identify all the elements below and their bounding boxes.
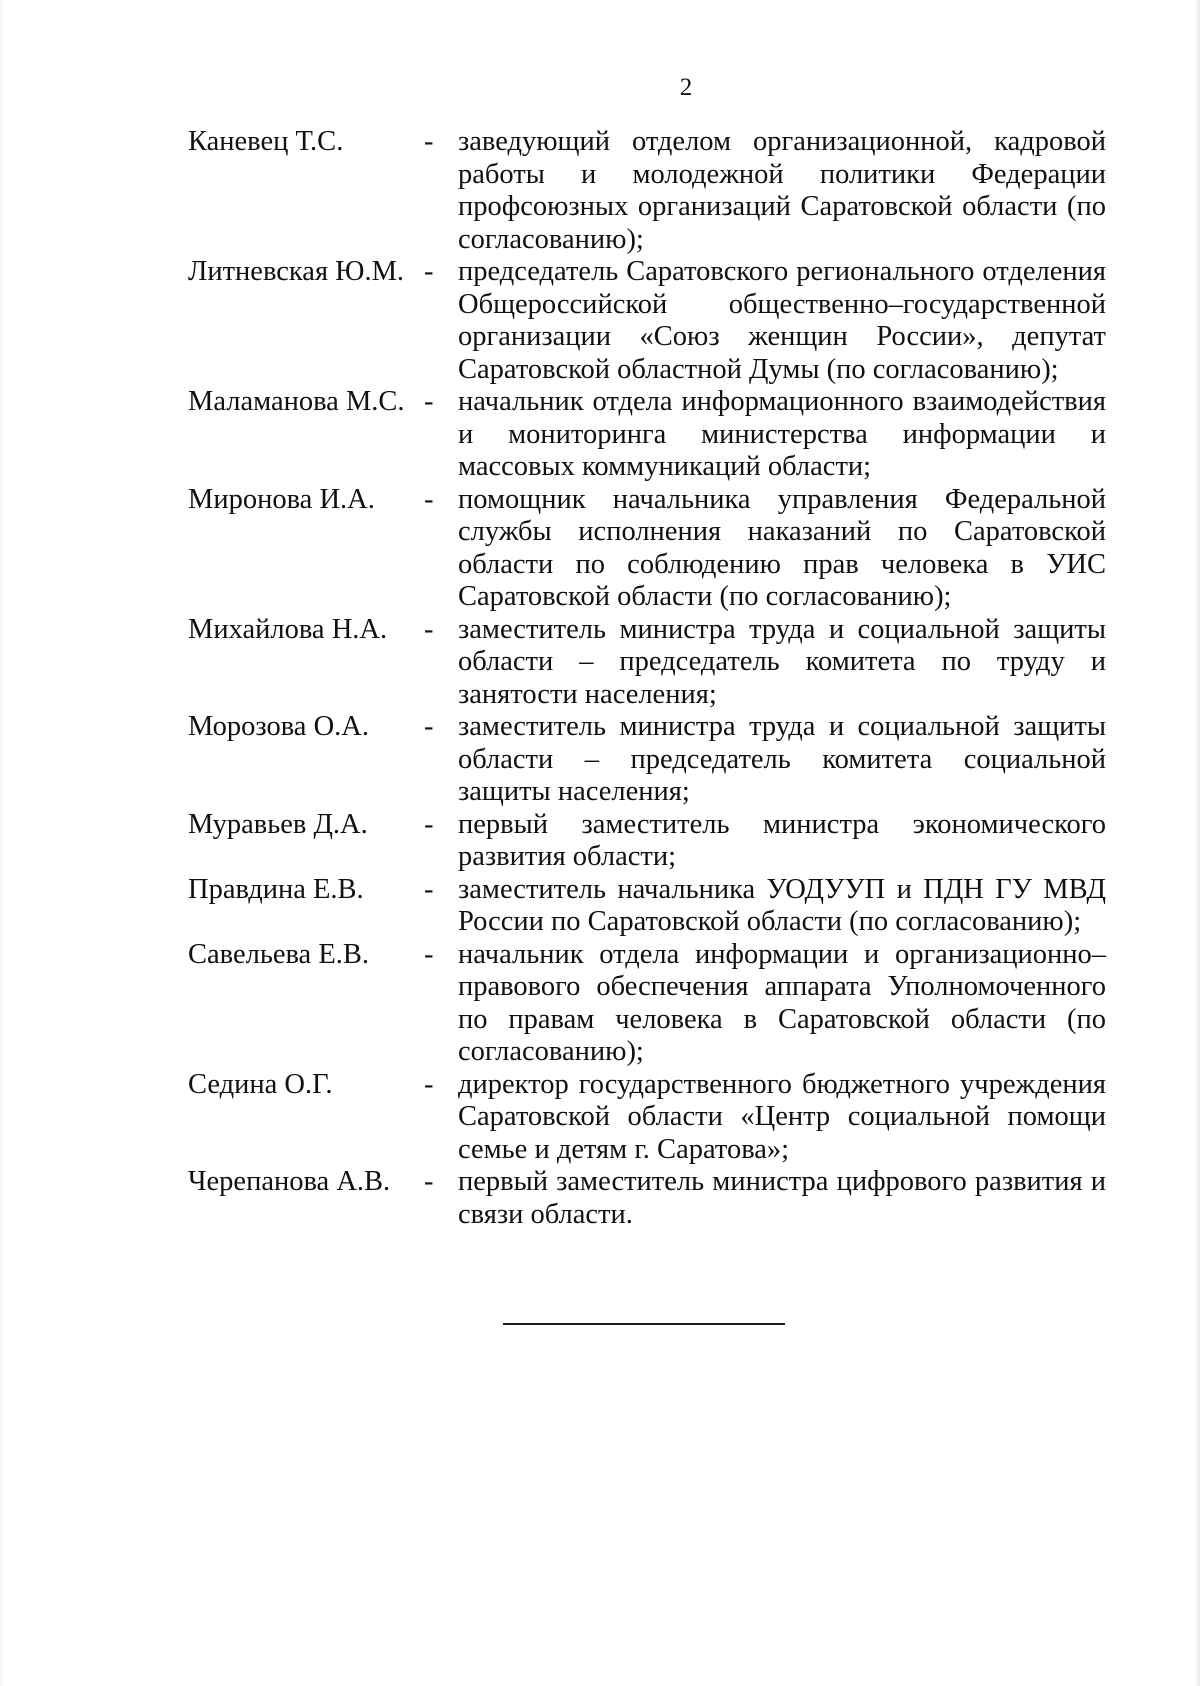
member-dash: -: [424, 808, 434, 840]
member-dash: -: [424, 1166, 434, 1197]
member-dash: -: [424, 386, 434, 417]
member-name: Каневец Т.С.: [188, 126, 344, 157]
member-row: [188, 386, 1106, 484]
member-description: заведующий отделом организационной, кадровой работы и молодежной политики Федерации профсоюзных организаций Саратовской области (по согласованию);: [458, 126, 1106, 255]
member-row: [188, 1069, 1106, 1167]
member-row: [188, 1166, 1106, 1231]
member-dash: -: [424, 938, 434, 970]
members-list: [188, 126, 1106, 1231]
member-description: заместитель начальника УОДУУП и ПДН ГУ МВД России по Саратовской области (по согласованию);: [458, 873, 1106, 937]
page-number: 2: [679, 74, 693, 101]
member-row: [188, 256, 1106, 386]
member-name: Литневская Ю.М.: [188, 256, 405, 287]
member-description: помощник начальника управления Федеральной службы исполнения наказаний по Саратовской области по соблюдению прав человека в УИС Саратовской области (по согласованию);: [458, 483, 1106, 612]
member-description: заместитель министра труда и социальной защиты области – председатель комитета по труду и занятости населения;: [458, 613, 1106, 710]
member-row: [188, 484, 1106, 614]
member-row: [188, 614, 1106, 712]
member-dash: -: [424, 613, 434, 645]
member-dash: -: [424, 711, 434, 742]
member-name: Седина О.Г.: [188, 1068, 333, 1100]
closing-horizontal-rule: [503, 1323, 785, 1325]
member-dash: -: [424, 1068, 434, 1100]
scan-edge-left: [0, 0, 3, 1686]
member-description: директор государственного бюджетного учреждения Саратовской области «Центр социальной помощи семье и детям г. Саратова»;: [458, 1068, 1106, 1165]
member-dash: -: [424, 256, 434, 287]
member-description: первый заместитель министра экономического развития области;: [458, 808, 1106, 872]
member-name: Черепанова А.В.: [188, 1166, 391, 1197]
member-dash: -: [424, 126, 434, 157]
member-name: Миронова И.А.: [188, 483, 375, 515]
member-name: Морозова О.А.: [188, 711, 369, 742]
member-description: начальник отдела информации и организационно–правового обеспечения аппарата Уполномоченного по правам человека в Саратовской области (по согласованию);: [458, 938, 1106, 1067]
member-name: Маламанова М.С.: [188, 386, 405, 417]
member-description: начальник отдела информационного взаимодействия и мониторинга министерства информации и массовых коммуникаций области;: [458, 386, 1106, 482]
member-description: первый заместитель министра цифрового развития и связи области.: [458, 1166, 1106, 1230]
member-description: председатель Саратовского регионального отделения Общероссийской общественно–государственной организации «Союз женщин России», депутат Саратовской областной Думы (по согласованию);: [458, 256, 1106, 385]
member-row: [188, 126, 1106, 256]
scan-edge-right: [1194, 0, 1200, 1686]
member-row: [188, 939, 1106, 1069]
member-name: Муравьев Д.А.: [188, 808, 368, 840]
member-dash: -: [424, 873, 434, 905]
member-row: [188, 809, 1106, 874]
member-row: [188, 874, 1106, 939]
member-row: [188, 711, 1106, 809]
member-dash: -: [424, 483, 434, 515]
member-name: Савельева Е.В.: [188, 938, 369, 970]
member-name: Правдина Е.В.: [188, 873, 364, 905]
member-name: Михайлова Н.А.: [188, 613, 388, 645]
member-description: заместитель министра труда и социальной защиты области – председатель комитета социальной защиты населения;: [458, 711, 1106, 807]
